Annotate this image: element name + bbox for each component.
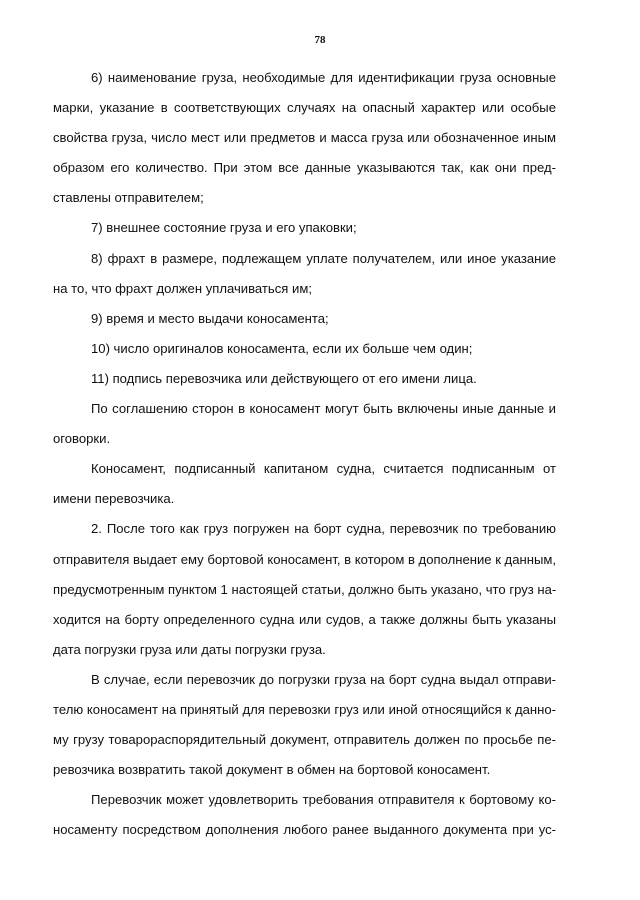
text-line: свойства груза, число мест или предметов и масса груза или обозначенное иным: [53, 130, 556, 146]
text-line: на то, что фрахт должен уплачиваться им;: [53, 280, 312, 296]
text-line: 9) время и место выдачи коносамента;: [91, 310, 329, 326]
text-line: телю коносамент на принятый для перевозки груз или иной относящийся к данно-: [53, 701, 556, 717]
page-number: 78: [314, 34, 326, 46]
text-line: 7) внешнее состояние груза и его упаковки;: [91, 220, 357, 236]
text-line: В случае, если перевозчик до погрузки груза на борт судна выдал отправи-: [91, 671, 556, 687]
text-line: Коносамент, подписанный капитаном судна, считается подписанным от: [91, 461, 556, 477]
text-line: 10) число оригиналов коносамента, если их больше чем один;: [91, 340, 473, 356]
text-line: марки, указание в соответствующих случаях на опасный характер или особые: [53, 100, 556, 116]
text-line: оговорки.: [53, 431, 111, 447]
text-line: ревозчика возвратить такой документ в обмен на бортовой коносамент.: [53, 762, 491, 778]
text-line: ставлены отправителем;: [53, 190, 204, 206]
text-line: му грузу товарораспорядительный документ, отправитель должен по просьбе пе-: [53, 732, 556, 748]
text-line: По соглашению сторон в коносамент могут быть включены иные данные и: [91, 401, 556, 417]
text-line: 2. После того как груз погружен на борт судна, перевозчик по требованию: [91, 521, 556, 537]
text-line: Перевозчик может удовлетворить требования отправителя к бортовому ко-: [91, 792, 556, 808]
text-line: носаменту посредством дополнения любого ранее выданного документа при ус-: [53, 822, 556, 838]
text-line: ходится на борту определенного судна или судов, а также должны быть указаны: [53, 611, 556, 627]
text-line: отправителя выдает ему бортовой коносамент, в котором в дополнение к данным,: [53, 551, 556, 567]
text-line: предусмотренным пунктом 1 настоящей статьи, должно быть указано, что груз на-: [53, 581, 557, 597]
text-line: образом его количество. При этом все данные указываются так, как они пред-: [53, 160, 556, 176]
body-text: [53, 70, 556, 852]
text-line: 11) подпись перевозчика или действующего от его имени лица.: [91, 370, 477, 386]
text-line: 8) фрахт в размере, подлежащем уплате получателем, или иное указание: [91, 250, 556, 266]
text-line: 6) наименование груза, необходимые для идентификации груза основные: [91, 70, 556, 85]
text-line: дата погрузки груза или даты погрузки груза.: [53, 641, 326, 657]
text-line: имени перевозчика.: [53, 491, 175, 507]
